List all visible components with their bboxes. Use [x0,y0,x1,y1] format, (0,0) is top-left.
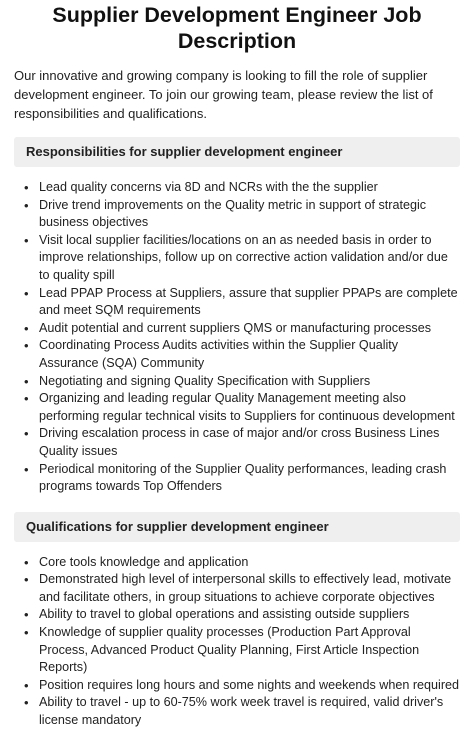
list-item: • Visit local supplier facilities/locations on an as needed basis in order to improve relationships, follow up on corrective action validation and/or due to quality spill [39,232,460,285]
list-item: • Driving escalation process in case of major and/or cross Business Lines Quality issues [39,425,460,460]
list-item: • Position requires long hours and some nights and weekends when required [39,677,460,695]
list-item: • Lead PPAP Process at Suppliers, assure that supplier PPAPs are complete and meet SQM requirements [39,285,460,320]
list-item: • Periodical monitoring of the Supplier Quality performances, leading crash programs towards Top Offenders [39,461,460,496]
list-item: • Lead quality concerns via 8D and NCRs with the the supplier [39,179,460,197]
list-item: • Drive trend improvements on the Quality metric in support of strategic business objectives [39,197,460,232]
list-item: • Coordinating Process Audits activities within the Supplier Quality Assurance (SQA) Community [39,337,460,372]
qualifications-heading: Qualifications for supplier development engineer [14,512,460,542]
list-item: • Ability to travel to global operations and assisting outside suppliers [39,606,460,624]
list-item: • Audit potential and current suppliers QMS or manufacturing processes [39,320,460,338]
list-item: • Demonstrated high level of interpersonal skills to effectively lead, motivate and facilitate others, in group situations to achieve corporate objectives [39,571,460,606]
list-item: • Negotiating and signing Quality Specification with Suppliers [39,373,460,391]
list-item: • Organizing and leading regular Quality Management meeting also performing regular technical visits to Suppliers for continuous development [39,390,460,425]
intro-paragraph: Our innovative and growing company is looking to fill the role of supplier development engineer. To join our growing team, please review the list of responsibilities and qualifications. [14,68,433,121]
responsibilities-heading: Responsibilities for supplier development engineer [14,137,460,167]
list-item: • Knowledge of supplier quality processes (Production Part Approval Process, Advanced Product Quality Planning, First Article Inspection Reports) [39,624,460,677]
qualifications-list [14,554,460,730]
list-item: • Core tools knowledge and application [39,554,460,572]
list-item: • Ability to travel - up to 60-75% work week travel is required, valid driver's license mandatory [39,694,460,729]
responsibilities-list [14,179,460,496]
page-title: Supplier Development Engineer Job Description [52,3,422,53]
